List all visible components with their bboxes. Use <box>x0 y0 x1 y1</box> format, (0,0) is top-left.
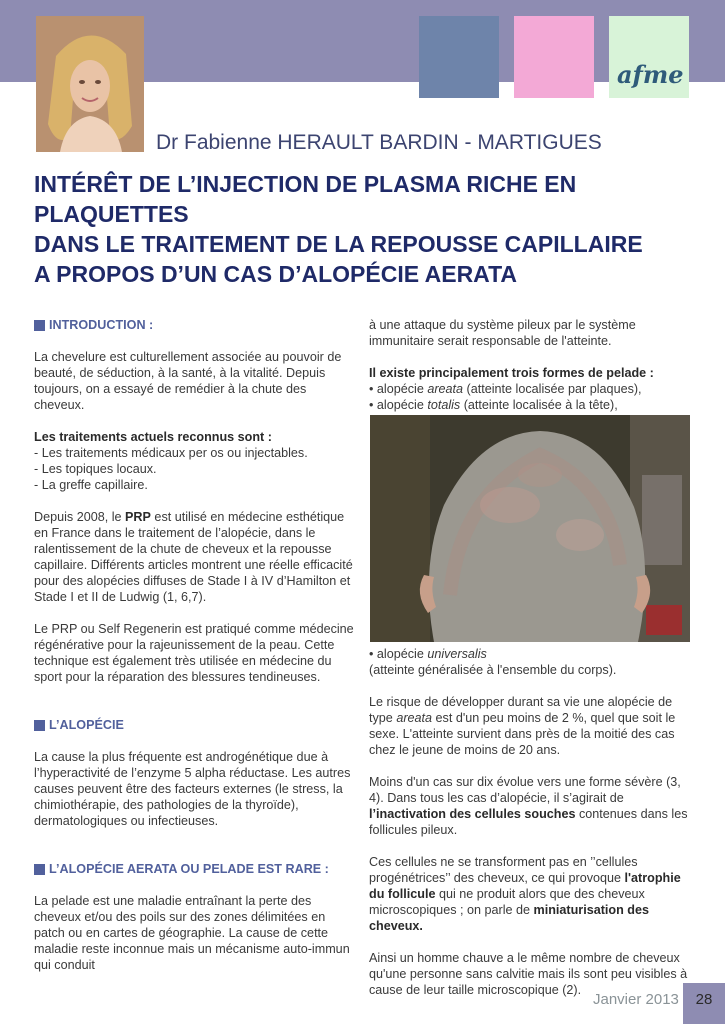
paragraph: à une attaque du système pileux par le système immunitaire serait responsable de l'atteinte. <box>369 318 636 348</box>
author-photo <box>36 16 144 152</box>
bullet-square-icon <box>34 720 45 731</box>
scalp-photo <box>370 415 690 642</box>
section-heading-introduction: INTRODUCTION : <box>34 317 356 333</box>
decor-square-blue <box>419 16 499 98</box>
subheading-treatments: Les traitements actuels reconnus sont : <box>34 430 272 444</box>
paragraph: Ainsi un homme chauve a le même nombre de cheveux qu'une personne sans calvitie mais ils sont peu visibles à cause de leur taille microscopique (2). <box>369 951 688 997</box>
paragraph: La pelade est une maladie entraînant la perte des cheveux et/ou des poils sur des zones délimitées en patch ou en cartes de géographie. La cause de cette maladie reste inconnue mais un mécanisme auto-immun qui conduit <box>34 894 350 972</box>
paragraph: La cause la plus fréquente est androgénétique due à l’hyperactivité de l’enzyme 5 alpha réductase. Les autres causes peuvent être des facteurs externes (le stress, la chimiothérapie, des pathologies de la thyroïde), dermatologiques ou infectieuses. <box>34 750 351 828</box>
title-line: A PROPOS D’UN CAS D’ALOPÉCIE AERATA <box>34 261 518 287</box>
paragraph-cells: Ces cellules ne se transforment pas en ’’cellules progénétrices’’ des cheveux, ce qui provoque l'atrophie du follicule qui ne produit alors que des cheveux microscopiques ; on parle de miniaturisation des cheveux. <box>369 855 681 933</box>
bullet-square-icon <box>34 864 45 875</box>
afme-logo: afme <box>617 60 684 89</box>
list-item: - La greffe capillaire. <box>34 478 148 492</box>
left-column <box>34 317 356 973</box>
list-item: • alopécie totalis (atteinte localisée à la tête), <box>369 398 618 412</box>
author-line: Dr Fabienne HERAULT BARDIN - MARTIGUES <box>156 131 602 154</box>
article-title <box>34 169 725 289</box>
paragraph: La chevelure est culturellement associée au pouvoir de beauté, de séduction, à la santé, à la vitalité. Depuis toujours, on a essayé de remédier à la chute des cheveux. <box>34 350 342 412</box>
list-item: • alopécie universalis <box>369 647 487 661</box>
paragraph: Le PRP ou Self Regenerin est pratiqué comme médecine régénérative pour la rajeunissement de la peau. Cette technique est également très utilisée en médecine du sport pour la réparation des blessures tendineuses. <box>34 622 354 684</box>
list-item: • alopécie areata (atteinte localisée par plaques), <box>369 382 642 396</box>
subheading-forms: Il existe principalement trois formes de pelade : <box>369 366 654 380</box>
section-heading-alopecie: L’ALOPÉCIE <box>34 717 356 733</box>
list-item: - Les topiques locaux. <box>34 462 157 476</box>
decor-square-pink <box>514 16 594 98</box>
list-item: - Les traitements médicaux per os ou injectables. <box>34 446 308 460</box>
title-line: INTÉRÊT DE L’INJECTION DE PLASMA RICHE EN PLAQUETTES <box>34 171 577 227</box>
paragraph-severe: Moins d'un cas sur dix évolue vers une forme sévère (3, 4). Dans tous les cas d’alopécie, il s’agirait de l’inactivation des cellules souches contenues dans les follicules pileux. <box>369 775 688 837</box>
paragraph-risk: Le risque de développer durant sa vie une alopécie de type areata est d'un peu moins de 2 %, quel que soit le sexe. L'atteinte survient dans près de la moitié des cas chez le jeune de moins de 20 ans. <box>369 695 676 757</box>
right-column <box>369 317 691 998</box>
issue-date: Janvier 2013 <box>593 991 679 1008</box>
section-heading-aerata: L’ALOPÉCIE AERATA OU PELADE EST RARE : <box>34 861 356 877</box>
paragraph-prp: Depuis 2008, le PRP est utilisé en médecine esthétique en France dans le traitement de l’alopécie, dans le ralentissement de la chute de cheveux et la repousse capillaire. Différents articles montrent une réelle efficacité pour des alopécies diffuses de Stade I à IV d’Hamilton et Stade I et II de Ludwig (1, 6,7). <box>34 510 353 604</box>
page-number: 28 <box>695 991 713 1008</box>
list-item-continuation: (atteinte généralisée à l'ensemble du corps). <box>369 663 617 677</box>
title-line: DANS LE TRAITEMENT DE LA REPOUSSE CAPILLAIRE <box>34 231 643 257</box>
bullet-square-icon <box>34 320 45 331</box>
